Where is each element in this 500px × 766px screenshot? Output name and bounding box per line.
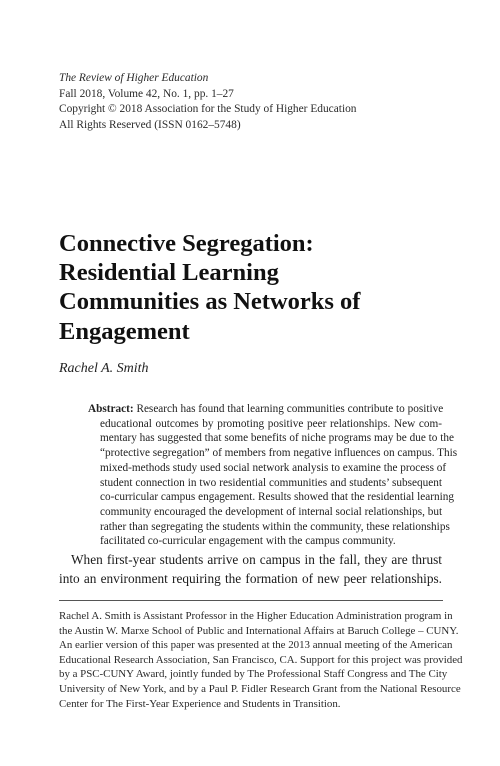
abstract (88, 402, 458, 549)
body-line: When first-year students arrive on campus in the fall, they are thrust (71, 552, 442, 567)
journal-name: The Review of Higher Education (59, 72, 209, 84)
rights-line: All Rights Reserved (ISSN 0162–5748) (59, 118, 241, 131)
footnote-line: Educational Research Association, San Francisco, CA. Support for this project was provided (59, 653, 463, 666)
author-name: Rachel A. Smith (59, 361, 149, 376)
title-line: Engagement (59, 317, 190, 345)
article-title (59, 229, 459, 346)
journal-header (59, 71, 459, 133)
issue-info: Fall 2018, Volume 42, No. 1, pp. 1–27 (59, 87, 234, 100)
title-line: Connective Segregation: (59, 230, 314, 257)
body-paragraph (59, 551, 442, 588)
abstract-line: mentary has suggested that some benefits of niche programs may be due to the (100, 432, 454, 445)
abstract-line: educational outcomes by promoting positive peer relationships. New com- (100, 417, 442, 430)
footnote-divider (59, 600, 443, 601)
body-line: into an environment requiring the formation of new peer relationships. (59, 570, 442, 586)
footnote-line: by a PSC-CUNY Award, jointly funded by The Professional Staff Congress and The City (59, 668, 448, 681)
abstract-line: “protective segregation” of members from negative influences on campus. This (100, 447, 458, 460)
title-line: Communities as Networks of (59, 288, 361, 316)
abstract-line: rather than segregating the students within the community, these relationships (100, 520, 450, 533)
abstract-line: student connection in two residential communities and students’ subsequent (100, 476, 442, 489)
abstract-line: community encouraged the development of internal social relationships, but (100, 505, 443, 518)
abstract-line: facilitated co-curricular engagement with the campus community. (100, 535, 396, 548)
footnote-line: University of New York, and by a Paul P. Fidler Research Grant from the National Resource (59, 682, 461, 695)
copyright-line: Copyright © 2018 Association for the Study of Higher Education (59, 103, 357, 116)
author-footnote (59, 609, 463, 711)
footnote-line: An earlier version of this paper was presented at the 2013 annual meeting of the American (59, 639, 453, 652)
abstract-line (88, 402, 442, 417)
abstract-text: Research has found that learning communities contribute to positive (133, 403, 444, 415)
title-line: Residential Learning (59, 259, 279, 287)
abstract-label: Abstract: (88, 403, 134, 415)
footnote-line: Rachel A. Smith is Assistant Professor in the Higher Education Administration program in (59, 610, 453, 622)
footnote-line: the Austin W. Marxe School of Public and International Affairs at Baruch College – CUNY. (59, 624, 459, 637)
abstract-line: mixed-methods study used social network analysis to examine the process of (100, 461, 447, 474)
footnote-line: Center for The First-Year Experience and Students in Transition. (59, 697, 341, 710)
abstract-line: co-curricular campus engagement. Results showed that the residential learning (100, 491, 454, 504)
